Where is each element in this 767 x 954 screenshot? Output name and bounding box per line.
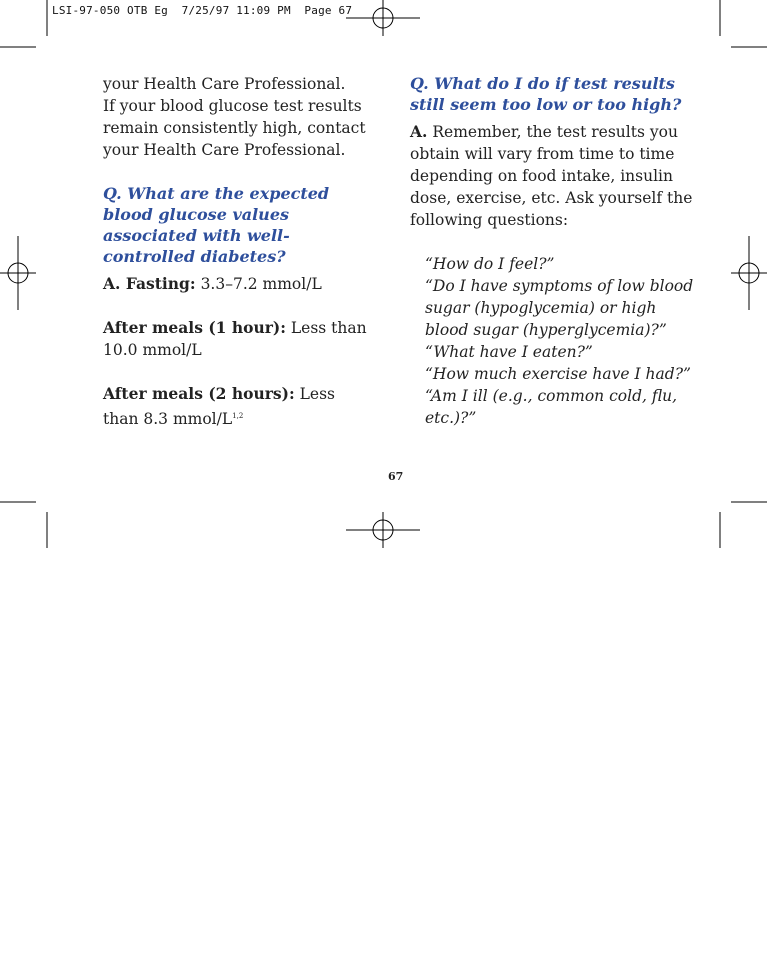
question-expected-values: Q. What are the expected blood glucose values associated with well-controlled diabetes? — [103, 184, 330, 266]
after-2h-label: After meals (2 hours): — [103, 384, 295, 403]
self-question: “How do I feel?” — [425, 255, 555, 273]
right-column — [410, 73, 700, 429]
fasting-label: A. Fasting: — [103, 274, 196, 293]
self-question: “What have I eaten?” — [425, 343, 593, 361]
question-results-off: Q. What do I do if test results still seem too low or too high? — [410, 74, 682, 114]
after-2h-value: Less than 8.3 mmol/L — [103, 385, 335, 428]
fasting-value: 3.3–7.2 mmol/L — [200, 275, 322, 293]
print-slug: LSI-97-050 OTB Eg 7/25/97 11:09 PM Page 67 — [52, 4, 353, 17]
self-question: “How much exercise have I had?” — [425, 365, 691, 383]
self-questions-list — [410, 253, 700, 429]
intro-line: your Health Care Professional. — [103, 75, 346, 93]
self-question: “Do I have symptoms of low blood sugar (hypoglycemia) or high blood sugar (hyperglycemia)?” — [425, 277, 694, 339]
reference-superscript: 1,2 — [232, 412, 244, 420]
after-1h-label: After meals (1 hour): — [103, 318, 286, 337]
page-number: 67 — [388, 470, 404, 483]
self-question: “Am I ill (e.g., common cold, flu, etc.)?” — [425, 387, 678, 427]
answer-paragraph — [410, 121, 700, 231]
after-meals-1h — [103, 317, 373, 361]
fasting-answer — [103, 273, 373, 295]
answer-label: A. — [410, 122, 428, 141]
answer-text: Remember, the test results you obtain will vary from time to time depending on food intake, insulin dose, exercise, etc. Ask yourself the following questions: — [410, 123, 693, 229]
after-meals-2h — [103, 383, 373, 430]
left-column — [103, 73, 373, 430]
after-1h-value: Less than 10.0 mmol/L — [103, 319, 367, 359]
intro-paragraph: If your blood glucose test results remain consistently high, contact your Health Care Professional. — [103, 97, 366, 159]
